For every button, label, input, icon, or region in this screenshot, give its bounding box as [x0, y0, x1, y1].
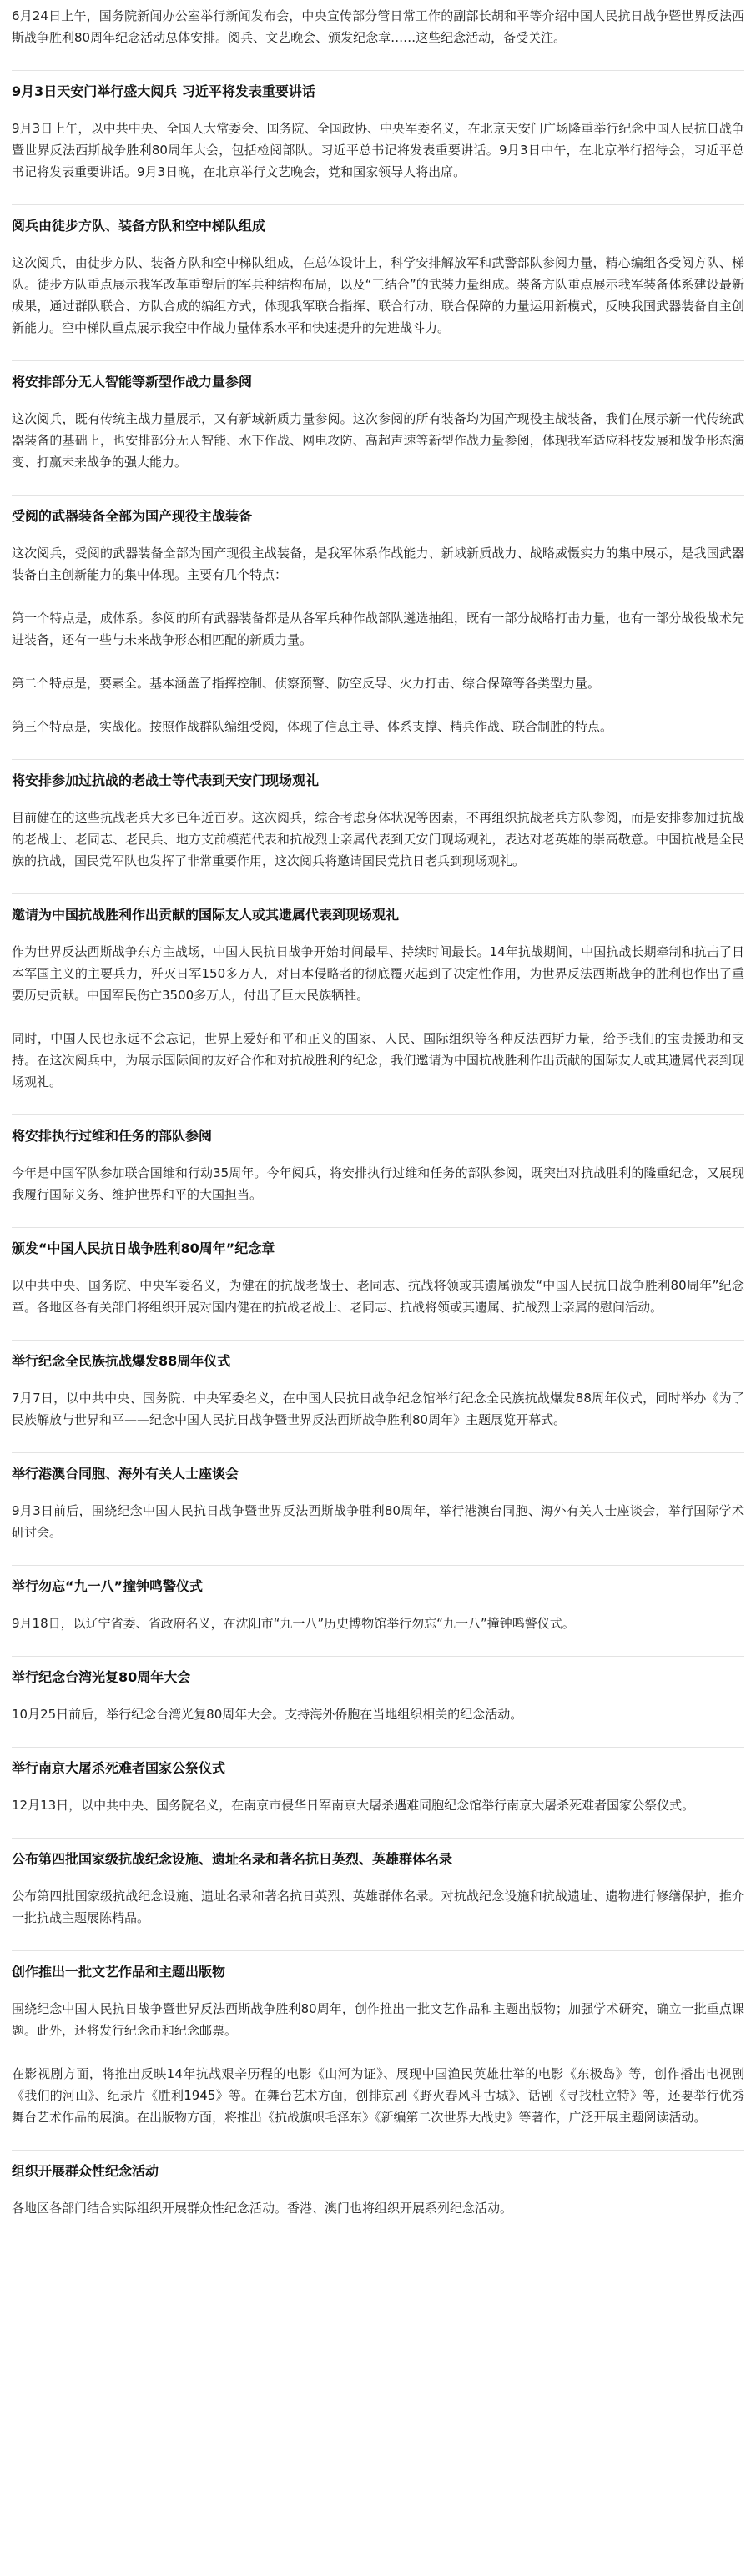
section-paragraph: 公布第四批国家级抗战纪念设施、遗址名录和著名抗日英烈、英雄群体名录。对抗战纪念设施和抗战遗址、遗物进行修缮保护，推介一批抗战主题展陈精品。	[12, 1889, 744, 1925]
section-paragraph: 以中共中央、国务院、中央军委名义，为健在的抗战老战士、老同志、抗战将领或其遗属颁发“中国人民抗日战争胜利80周年”纪念章。各地区各有关部门将组织开展对国内健在的抗战老战士、老同志、抗战将领或其遗属、抗战烈士亲属的慰问活动。	[12, 1278, 744, 1315]
section-divider	[12, 1838, 744, 1839]
section-paragraph: 9月3日上午，以中共中央、全国人大常委会、国务院、全国政协、中央军委名义，在北京天安门广场隆重举行纪念中国人民抗日战争暨世界反法西斯战争胜利80周年大会，包括检阅部队。习近平总书记将发表重要讲话。9月3日中午，在北京举行招待会，习近平总书记将发表重要讲话。9月3日晚，在北京举行文艺晚会，党和国家领导人将出席。	[12, 121, 744, 179]
section-paragraph: 在影视剧方面，将推出反映14年抗战艰辛历程的电影《山河为证》、展现中国渔民英雄壮举的电影《东极岛》等，创作播出电视剧《我们的河山》、纪录片《胜利1945》等。在舞台艺术方面，创排京剧《野火春风斗古城》、话剧《寻找杜立特》等，还要举行优秀舞台艺术作品的展演。在出版物方面，将推出《抗战旗帜毛泽东》《新编第二次世界大战史》等著作，广泛开展主题阅读活动。	[12, 2066, 744, 2125]
section-divider	[12, 759, 744, 760]
section-heading: 举行纪念台湾光复80周年大会	[12, 1669, 191, 1685]
section-paragraph: 9月18日，以辽宁省委、省政府名义，在沈阳市“九一八”历史博物馆举行勿忘“九一八”撞钟鸣警仪式。	[12, 1616, 575, 1631]
section-heading: 将安排部分无人智能等新型作战力量参阅	[12, 374, 253, 390]
section-paragraph: 这次阅兵，既有传统主战力量展示，又有新域新质力量参阅。这次参阅的所有装备均为国产现役主战装备，我们在展示新一代传统武器装备的基础上，也安排部分无人智能、水下作战、网电攻防、高超声速等新型作战力量参阅，体现我军适应科技发展和战争形态演变、打赢未来战争的强大能力。	[12, 411, 744, 470]
section-heading: 举行纪念全民族抗战爆发88周年仪式	[12, 1353, 231, 1369]
article-section	[12, 1114, 744, 1205]
article-section	[12, 1747, 744, 1816]
section-heading: 举行南京大屠杀死难者国家公祭仪式	[12, 1760, 226, 1776]
section-heading: 公布第四批国家级抗战纪念设施、遗址名录和著名抗日英烈、英雄群体名录	[12, 1851, 453, 1867]
section-heading: 组织开展群众性纪念活动	[12, 2163, 159, 2179]
section-divider	[12, 70, 744, 71]
article-section	[12, 204, 744, 339]
article-section	[12, 360, 744, 473]
article-section	[12, 1227, 744, 1318]
article-section	[12, 1656, 744, 1725]
article-section	[12, 2150, 744, 2219]
section-heading: 创作推出一批文艺作品和主题出版物	[12, 1964, 226, 1980]
section-paragraph: 作为世界反法西斯战争东方主战场，中国人民抗日战争开始时间最早、持续时间最长。14年抗战期间，中国抗战长期牵制和抗击了日本军国主义的主要兵力，歼灭日军150多万人，对日本侵略者的彻底覆灭起到了决定性作用，为世界反法西斯战争的胜利也作出了重要历史贡献。中国军民伤亡3500多万人，付出了巨大民族牺牲。	[12, 944, 744, 1003]
section-paragraph: 同时，中国人民也永远不会忘记，世界上爱好和平和正义的国家、人民、国际组织等各种反法西斯力量，给予我们的宝贵援助和支持。在这次阅兵中，为展示国际间的友好合作和对抗战胜利的纪念，我们邀请为中国抗战胜利作出贡献的国际友人或其遗属代表到现场观礼。	[12, 1031, 744, 1089]
section-heading: 举行勿忘“九一八”撞钟鸣警仪式	[12, 1578, 204, 1594]
section-divider	[12, 1747, 744, 1748]
section-divider	[12, 1340, 744, 1341]
article-section	[12, 1565, 744, 1634]
section-paragraph: 10月25日前后，举行纪念台湾光复80周年大会。支持海外侨胞在当地组织相关的纪念活动。	[12, 1707, 523, 1722]
article-section	[12, 1340, 744, 1431]
section-paragraph: 第二个特点是，要素全。基本涵盖了指挥控制、侦察预警、防空反导、火力打击、综合保障等各类型力量。	[12, 676, 601, 691]
section-paragraph: 各地区各部门结合实际组织开展群众性纪念活动。香港、澳门也将组织开展系列纪念活动。	[12, 2201, 513, 2216]
intro-paragraph: 6月24日上午，国务院新闻办公室举行新闻发布会，中央宣传部分管日常工作的副部长胡和平等介绍中国人民抗日战争暨世界反法西斯战争胜利80周年纪念活动总体安排。阅兵、文艺晚会、颁发纪念章……这些纪念活动，备受关注。	[12, 8, 744, 45]
article-section	[12, 893, 744, 1093]
section-divider	[12, 1452, 744, 1453]
section-paragraph: 9月3日前后，围绕纪念中国人民抗日战争暨世界反法西斯战争胜利80周年，举行港澳台同胞、海外有关人士座谈会，举行国际学术研讨会。	[12, 1503, 744, 1540]
section-divider	[12, 1227, 744, 1228]
section-divider	[12, 1950, 744, 1951]
section-paragraph: 7月7日，以中共中央、国务院、中央军委名义，在中国人民抗日战争纪念馆举行纪念全民族抗战爆发88周年仪式，同时举办《为了民族解放与世界和平——纪念中国人民抗日战争暨世界反法西斯战争胜利80周年》主题展览开幕式。	[12, 1391, 744, 1427]
section-heading: 9月3日天安门举行盛大阅兵 习近平将发表重要讲话	[12, 83, 315, 99]
section-heading: 邀请为中国抗战胜利作出贡献的国际友人或其遗属代表到现场观礼	[12, 907, 400, 923]
section-heading: 将安排执行过维和任务的部队参阅	[12, 1128, 213, 1144]
article-section	[12, 70, 744, 183]
section-divider	[12, 1656, 744, 1657]
section-paragraph: 围绕纪念中国人民抗日战争暨世界反法西斯战争胜利80周年，创作推出一批文艺作品和主题出版物；加强学术研究，确立一批重点课题。此外，还将发行纪念币和纪念邮票。	[12, 2001, 744, 2038]
article-sections	[12, 70, 744, 2219]
section-paragraph: 这次阅兵，受阅的武器装备全部为国产现役主战装备，是我军体系作战能力、新域新质战力、战略威慑实力的集中展示，是我国武器装备自主创新能力的集中体现。主要有几个特点：	[12, 546, 744, 582]
section-paragraph: 这次阅兵，由徒步方队、装备方队和空中梯队组成，在总体设计上，科学安排解放军和武警部队参阅力量，精心编组各受阅方队、梯队。徒步方队重点展示我军改革重塑后的军兵种结构布局，以及“三结合”的武装力量组成。装备方队重点展示我军装备体系建设最新成果，通过群队联合、方队合成的编组方式，体现我军联合指挥、联合行动、联合保障的力量运用新模式，反映我国武器装备自主创新能力。空中梯队重点展示我空中作战力量体系水平和快速提升的先进战斗力。	[12, 255, 744, 335]
section-divider	[12, 2150, 744, 2151]
section-divider	[12, 893, 744, 894]
section-paragraph: 12月13日，以中共中央、国务院名义，在南京市侵华日军南京大屠杀遇难同胞纪念馆举行南京大屠杀死难者国家公祭仪式。	[12, 1798, 695, 1813]
section-paragraph: 第三个特点是，实战化。按照作战群队编组受阅，体现了信息主导、体系支撑、精兵作战、联合制胜的特点。	[12, 719, 613, 734]
section-divider	[12, 1114, 744, 1115]
section-divider	[12, 495, 744, 496]
section-heading: 将安排参加过抗战的老战士等代表到天安门现场观礼	[12, 772, 320, 788]
section-heading: 颁发“中国人民抗日战争胜利80周年”纪念章	[12, 1240, 275, 1256]
section-heading: 阅兵由徒步方队、装备方队和空中梯队组成	[12, 218, 266, 234]
section-divider	[12, 1565, 744, 1566]
section-paragraph: 目前健在的这些抗战老兵大多已年近百岁。这次阅兵，综合考虑身体状况等因素，不再组织抗战老兵方队参阅，而是安排参加过抗战的老战士、老同志、老民兵、地方支前模范代表和抗战烈士亲属代表到天安门现场观礼，表达对老英雄的崇高敬意。中国抗战是全民族的抗战，国民党军队也发挥了非常重要作用，这次阅兵将邀请国民党抗日老兵到现场观礼。	[12, 810, 744, 868]
article-section	[12, 1452, 744, 1543]
article-section	[12, 1950, 744, 2128]
section-divider	[12, 360, 744, 361]
section-heading: 举行港澳台同胞、海外有关人士座谈会	[12, 1466, 239, 1482]
article-section	[12, 759, 744, 872]
article-section	[12, 1838, 744, 1929]
article-section	[12, 495, 744, 737]
section-heading: 受阅的武器装备全部为国产现役主战装备	[12, 508, 253, 524]
section-paragraph: 第一个特点是，成体系。参阅的所有武器装备都是从各军兵种作战部队遴选抽组，既有一部分战略打击力量，也有一部分战役战术先进装备，还有一些与未来战争形态相匹配的新质力量。	[12, 611, 744, 647]
section-paragraph: 今年是中国军队参加联合国维和行动35周年。今年阅兵，将安排执行过维和任务的部队参阅，既突出对抗战胜利的隆重纪念，又展现我履行国际义务、维护世界和平的大国担当。	[12, 1165, 744, 1202]
section-divider	[12, 204, 744, 205]
